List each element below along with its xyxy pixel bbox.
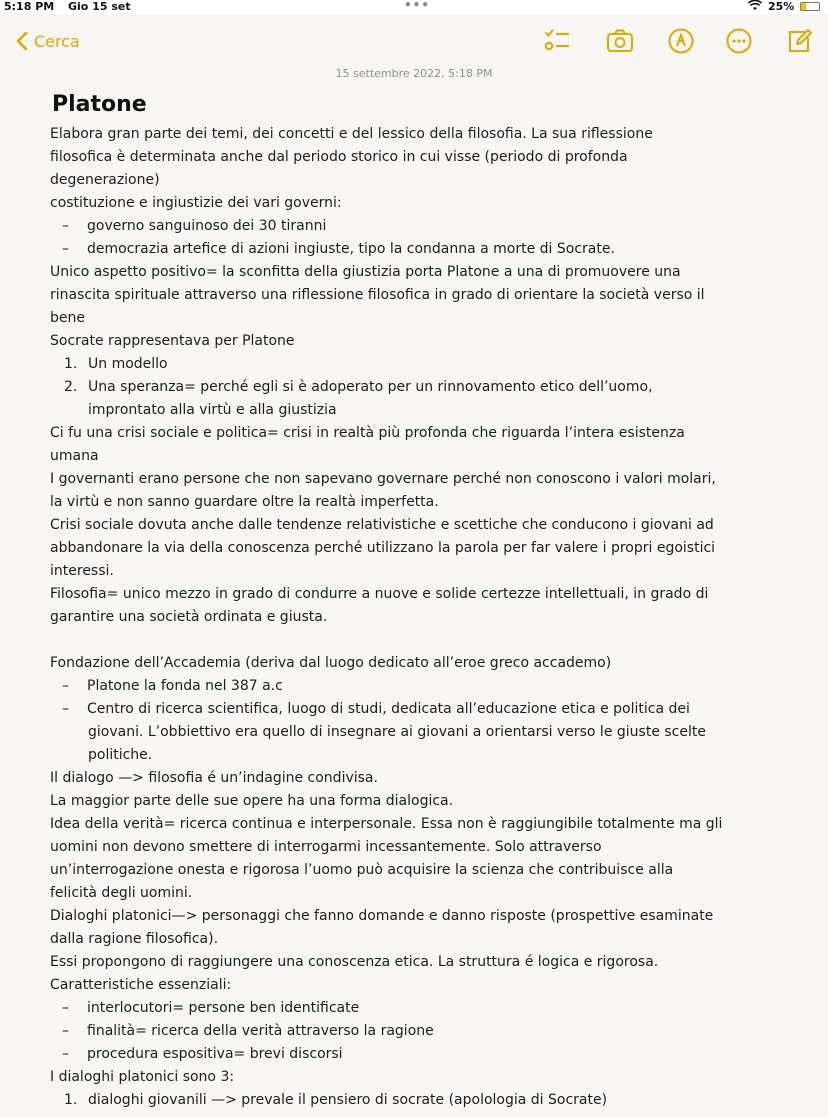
multitasking-dots[interactable]: •••	[404, 0, 431, 12]
list-item-text: governo sanguinoso dei 30 tiranni	[87, 218, 327, 234]
battery-icon	[800, 2, 820, 11]
text-line: garantire una società ordinata e giusta.	[50, 609, 328, 625]
list-item-text: Centro di ricerca scientifica, luogo di studi, dedicata all’educazione etica e politica dei	[87, 701, 690, 717]
list-item	[50, 1043, 810, 1066]
wifi-icon	[748, 0, 762, 14]
blank-line	[50, 629, 810, 652]
text-line: interessi.	[50, 563, 114, 579]
text-line: Dialoghi platonici—> personaggi che fanno domande e danno risposte (prospettive esaminate	[50, 908, 714, 924]
list-item	[50, 376, 810, 399]
list-item	[50, 675, 810, 698]
list-item	[50, 1089, 810, 1112]
dash-marker: –	[62, 1000, 69, 1016]
list-item-text: Una speranza= perché egli si è adoperato per un rinnovamento etico dell’uomo,	[88, 379, 653, 395]
dash-marker: –	[62, 241, 69, 257]
list-item	[50, 238, 810, 261]
text-line: la virtù e non sanno guardare oltre la realtà imperfetta.	[50, 494, 439, 510]
more-icon[interactable]	[725, 27, 753, 55]
note-body[interactable]	[50, 123, 810, 1112]
status-time: 5:18 PM	[4, 0, 55, 13]
dash-marker: –	[62, 701, 69, 717]
list-item-text: democrazia artefice di azioni ingiuste, tipo la condanna a morte di Socrate.	[87, 241, 615, 257]
text-line: Ci fu una crisi sociale e politica= crisi in realtà più profonda che riguarda l’intera esistenza	[50, 425, 685, 441]
list-item	[50, 1020, 810, 1043]
text-line: Il dialogo —> filosofia é un’indagine condivisa.	[50, 770, 378, 786]
chevron-left-icon	[16, 31, 28, 51]
list-item	[50, 997, 810, 1020]
text-line: Essi propongono di raggiungere una conoscenza etica. La struttura é logica e rigorosa.	[50, 954, 659, 970]
text-line: bene	[50, 310, 85, 326]
text-line: Filosofia= unico mezzo in grado di condurre a nuove e solide certezze intellettuali, in grado di	[50, 586, 709, 602]
checklist-icon[interactable]	[543, 27, 571, 55]
text-line: filosofica è determinata anche dal periodo storico in cui visse (periodo di profonda	[50, 149, 628, 165]
number-marker: 1.	[64, 356, 78, 372]
markup-pen-icon[interactable]	[667, 27, 695, 55]
text-line: degenerazione)	[50, 172, 160, 188]
text-line: Socrate rappresentava per Platone	[50, 333, 295, 349]
back-label: Cerca	[34, 31, 80, 51]
list-item-text: interlocutori= persone ben identificate	[87, 1000, 360, 1016]
list-item-text: dialoghi giovanili —> prevale il pensiero di socrate (apolologia di Socrate)	[88, 1092, 608, 1108]
list-item	[50, 698, 810, 721]
note-content[interactable]	[50, 92, 810, 1112]
text-line: un’interrogazione onesta e rigorosa l’uomo può acquisire la scienza che contribuisce alla	[50, 862, 674, 878]
text-line: abbandonare la via della conoscenza perché utilizzano la parola per far valere i propri egoistici	[50, 540, 716, 556]
status-bar	[0, 0, 828, 14]
back-button[interactable]	[16, 28, 80, 54]
text-line: uomini non devono smettere di interrogarmi incessantemente. Solo attraverso	[50, 839, 602, 855]
list-item-text: procedura espositiva= brevi discorsi	[87, 1046, 343, 1062]
number-marker: 2.	[64, 379, 78, 395]
note-date: 15 settembre 2022, 5:18 PM	[335, 67, 493, 80]
list-item	[50, 215, 810, 238]
text-line: improntato alla virtù e alla giustizia	[88, 402, 337, 418]
text-line: costituzione e ingiustizie dei vari governi:	[50, 195, 342, 211]
dash-marker: –	[62, 1023, 69, 1039]
list-item-text: Platone la fonda nel 387 a.c	[87, 678, 283, 694]
text-line: rinascita spirituale attraverso una riflessione filosofica in grado di orientare la società verso il	[50, 287, 705, 303]
text-line: felicità degli uomini.	[50, 885, 193, 901]
text-line: umana	[50, 448, 99, 464]
text-line: Elabora gran parte dei temi, dei concetti e del lessico della filosofia. La sua riflessione	[50, 126, 653, 142]
battery-percent: 25%	[768, 0, 795, 13]
nav-bar	[0, 14, 828, 66]
text-line: Unico aspetto positivo= la sconfitta della giustizia porta Platone a una di promuovere una	[50, 264, 681, 280]
dash-marker: –	[62, 1046, 69, 1062]
list-item-text: Un modello	[88, 356, 168, 372]
dash-marker: –	[62, 218, 69, 234]
text-line: Crisi sociale dovuta anche dalle tendenze relativistiche e scettiche che conducono i giovani ad	[50, 517, 714, 533]
text-line: dalla ragione filosofica).	[50, 931, 219, 947]
camera-icon[interactable]	[606, 27, 634, 55]
number-marker: 1.	[64, 1092, 78, 1108]
list-item	[50, 353, 810, 376]
dash-marker: –	[62, 678, 69, 694]
text-line: La maggior parte delle sue opere ha una forma dialogica.	[50, 793, 454, 809]
text-line: Caratteristiche essenziali:	[50, 977, 232, 993]
text-line: Fondazione dell’Accademia (deriva dal luogo dedicato all’eroe greco accademo)	[50, 655, 612, 671]
compose-icon[interactable]	[785, 27, 813, 55]
text-line: I dialoghi platonici sono 3:	[50, 1069, 235, 1085]
text-line: Idea della verità= ricerca continua e interpersonale. Essa non è raggiungibile totalmente ma gli	[50, 816, 723, 832]
text-line: giovani. L’obbiettivo era quello di insegnare ai giovani a orientarsi verso le giuste scelte	[88, 724, 706, 740]
status-date: Gio 15 set	[68, 0, 131, 13]
text-line: I governanti erano persone che non sapevano governare perché non conoscono i valori molari,	[50, 471, 716, 487]
text-line: politiche.	[88, 747, 153, 763]
list-item-text: finalità= ricerca della verità attraverso la ragione	[87, 1023, 434, 1039]
note-title[interactable]: Platone	[52, 92, 147, 117]
